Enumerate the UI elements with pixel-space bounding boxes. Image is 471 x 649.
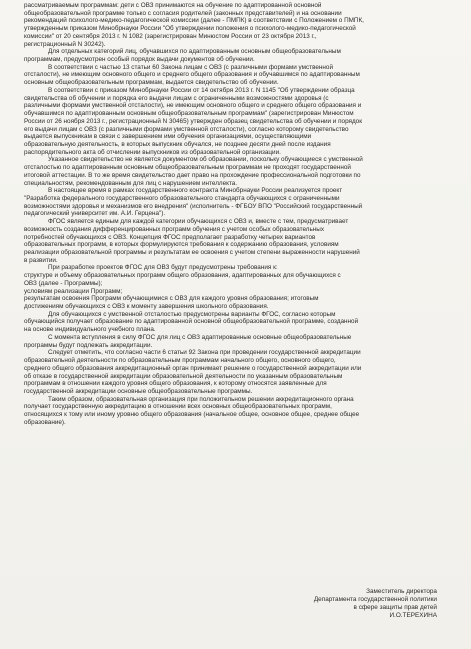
text-line: условиям реализации Программ; xyxy=(24,287,123,295)
paragraph xyxy=(24,396,453,427)
text-line: на основе индивидуального учебного плана. xyxy=(24,326,156,334)
text-line: об отказе в государственной аккредитации образовательной деятельности по указанным образовательным xyxy=(24,372,343,380)
text-line: В соответствии с частью 13 статьи 60 Закона лицам с ОВЗ (с различными формами умственной xyxy=(48,63,333,71)
text-line: отсталости), не имеющим основного общего и среднего общего образования и обучавшимся по адаптированным xyxy=(24,71,360,79)
text-line: выдается выпускникам в связи с завершением ими обучения организациями, осуществляющими xyxy=(24,133,312,141)
paragraph xyxy=(24,334,453,349)
paragraph xyxy=(24,264,453,310)
text-line: достижениям обучающихся с ОВЗ к моменту завершения школьного образования. xyxy=(24,303,269,311)
paragraph xyxy=(24,349,453,395)
text-line: утвержденным приказом Минобрнауки России "Об утверждении положения о психолого-медико-педагогической xyxy=(24,25,356,33)
text-line: программы будут подлежать аккредитации. xyxy=(24,341,153,349)
text-line: Таким образом, образовательная организация при положительном решении аккредитационного органа xyxy=(48,395,354,403)
signature-block xyxy=(314,588,437,620)
text-line: среднего общего образования аккредитационный орган принимает решение о государственной аккредитации или xyxy=(24,364,362,372)
text-line: рекомендаций психолого-медико-педагогической комиссии (далее - ПМПК) в соответствии с Положением о ПМПК, xyxy=(24,17,364,25)
paragraph xyxy=(24,48,453,63)
text-line: общеобразовательной программе только с согласия родителей (законных представителей) и на основании xyxy=(24,9,342,17)
text-line: Следует отметить, что согласно части 6 статьи 92 Закона при проведении государственной аккредитации xyxy=(48,349,361,357)
text-line: результатам освоения Программ обучающимися с ОВЗ для каждого уровня образования; итоговым xyxy=(24,295,319,303)
text-line: ФГОС является единым для каждой категории обучающихся с ОВЗ и, вместе с тем, предусматривает xyxy=(48,218,349,226)
text-line: При разработке проектов ФГОС для ОВЗ будут предусмотрены требования к: xyxy=(48,264,278,272)
paragraph xyxy=(24,2,453,48)
text-line: специальностям, рекомендованным для лиц с нарушением интеллекта. xyxy=(24,179,238,187)
text-line: Для отдельных категорий лиц, обучавшихся по адаптированным основным общеобразовательным xyxy=(48,48,341,56)
text-line: потребностей обучающихся с ОВЗ. Концепция ФГОС предполагает разработку четырех вариантов xyxy=(24,233,316,241)
text-line: реализации образовательной программы и результатам ее освоения с учетом степени выраженности нарушений xyxy=(24,249,360,256)
paragraph xyxy=(24,187,453,218)
text-line: Указанное свидетельство не является документом об образовании, поскольку обучающиеся с умственной xyxy=(48,156,363,164)
text-line: возможность создания дифференцированных программ обучения с учетом особых образовательных xyxy=(24,225,325,233)
text-line: обучающийся получает образование по адаптированной основной общеобразовательной программе, созданной xyxy=(24,318,359,326)
text-line: в развитии. xyxy=(24,256,58,264)
text-line: педагогический университет им. А.И. Герцена"). xyxy=(24,210,166,218)
text-line: возможностями здоровья и механизмов его внедрения" (исполнитель - ФГБОУ ВПО "Российский государственный xyxy=(24,202,363,210)
signature-line-sphere: в сфере защиты прав детей xyxy=(353,604,437,612)
text-line: обучавшимся по адаптированным основным общеобразовательным программам" (зарегистрирован Минюстом xyxy=(24,110,354,118)
text-line: России от 26 ноября 2013 г., регистрационный N 30465) утвержден образец свидетельства об обучении и порядок xyxy=(24,117,362,125)
paragraph xyxy=(24,87,453,156)
text-line: различными формами умственной отсталости), не имеющим основного общего и среднего общего образования и xyxy=(24,102,362,110)
signature-line-name: И.О.ТЕРЕХИНА xyxy=(389,612,437,620)
text-line: отсталостью по адаптированным основным общеобразовательным программам не проходят государственной xyxy=(24,164,351,172)
text-line: образовательной деятельности по образовательным программам начального общего, основного общего, xyxy=(24,357,336,365)
text-line: С момента вступления в силу ФГОС для лиц с ОВЗ адаптированные основные общеобразовательные xyxy=(48,333,352,341)
text-line: свидетельства об обучении и порядка его выдачи лицам с ограниченными возможностями здоровья (с xyxy=(24,94,329,102)
text-line: относящихся к тому или иному уровню общего образования (начальное общее, основное общее, среднее общее xyxy=(24,411,360,419)
text-line: образовательную деятельность, в которых выпускник обучался, не позднее десяти дней после издания xyxy=(24,140,331,148)
text-line: В соответствии с приказом Минобрнауки России от 14 октября 2013 г. N 1145 "Об утверждении образца xyxy=(48,86,355,94)
text-line: образование). xyxy=(24,418,66,426)
text-line: В настоящее время в рамках государственного контракта Минобрнауки России реализуется проект xyxy=(48,187,343,195)
paragraph xyxy=(24,156,453,187)
text-line: регистрационный N 30242). xyxy=(24,40,106,48)
text-line: получает государственную аккредитацию в отношении всех основных общеобразовательных программ, xyxy=(24,403,332,411)
text-line: ОВЗ (далее - Программы); xyxy=(24,279,103,287)
text-line: итоговой аттестации. В то же время свидетельство дает право на прохождение профессиональной подготовки по xyxy=(24,171,361,179)
text-line: государственной аккредитации основные общеобразовательные программы. xyxy=(24,387,253,395)
text-line: программам в отношении каждого уровня общего образования, к которому относятся заявленные для xyxy=(24,380,327,388)
paragraph xyxy=(24,64,453,87)
signature-line-department: Департамента государственной политики xyxy=(313,596,437,604)
text-line: образовательных программ, в которых формулируются требования к содержанию образования, условиям xyxy=(24,241,339,249)
text-line: комиссии" от 20 сентября 2013 г. N 1082 (зарегистрирован Минюстом России от 23 октября 2013 г., xyxy=(24,32,317,40)
text-line: его выдачи лицам с ОВЗ (с различными формами умственной отсталости), согласно которому свидетельство xyxy=(24,125,349,133)
document-body xyxy=(24,2,453,427)
text-line: рассматриваемым программам: дети с ОВЗ принимаются на обучение по адаптированной основной xyxy=(24,2,322,9)
paragraph xyxy=(24,311,453,334)
text-line: программам, предусмотрен особый порядок выдачи документов об обучении. xyxy=(24,56,255,64)
text-line: основным общеобразовательным программам, выдается свидетельство об обучении. xyxy=(24,79,279,87)
text-line: структуре и объему образовательных программ общего образования, адаптированных для обучающихся с xyxy=(24,272,341,280)
text-line: "Разработка федерального государственного образовательного стандарта обучающихся с ограниченными xyxy=(24,194,340,202)
paragraph xyxy=(24,218,453,264)
text-line: Для обучающихся с умственной отсталостью предусмотрены варианты ФГОС, согласно которым xyxy=(48,310,336,318)
signature-line-position: Заместитель директора xyxy=(366,588,437,595)
text-line: распорядительного акта об отчислении выпускников из образовательной организации. xyxy=(24,148,281,156)
